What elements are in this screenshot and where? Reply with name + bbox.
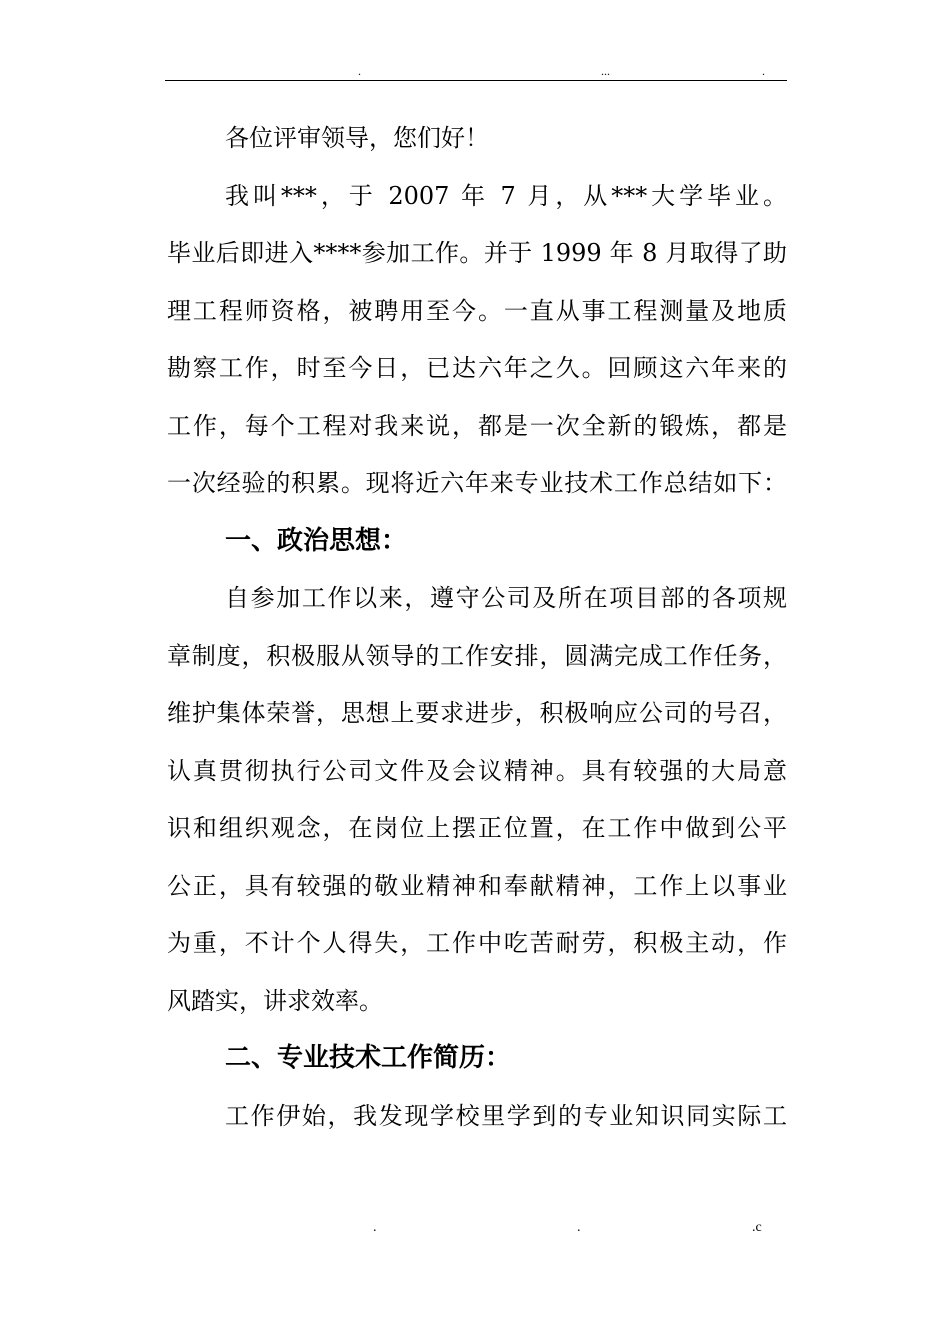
section1-line: 维护集体荣誉，思想上要求进步，积极响应公司的号召，: [167, 699, 787, 727]
greeting-line: 各位评审领导，您们好！: [225, 124, 489, 152]
footer-mark-right: .c: [752, 1220, 762, 1235]
section1-line: 章制度，积极服从领导的工作安排，圆满完成工作任务，: [167, 641, 787, 670]
header-mark-right: .: [762, 64, 765, 78]
section1-line: 认真贯彻执行公司文件及会议精神。具有较强的大局意: [167, 756, 787, 785]
header-mark-left: .: [358, 64, 361, 78]
intro-line: 勘察工作，时至今日，已达六年之久。回顾这六年来的: [167, 354, 787, 382]
header-rule: [165, 80, 787, 81]
footer-mark-left: .: [373, 1220, 377, 1235]
section2-line: 工作伊始，我发现学校里学到的专业知识同实际工: [225, 1101, 787, 1130]
intro-line: 毕业后即进入****参加工作。并于 1999 年 8 月取得了助: [167, 239, 787, 267]
section1-line: 自参加工作以来，遵守公司及所在项目部的各项规: [225, 584, 787, 612]
section1-line: 公正，具有较强的敬业精神和奉献精神，工作上以事业: [167, 871, 787, 900]
intro-line: 工作，每个工程对我来说，都是一次全新的锻炼，都是: [167, 411, 787, 440]
section-heading-political: 一、政治思想：: [225, 525, 408, 556]
footer-mark-center: .: [577, 1220, 581, 1235]
intro-line: 一次经验的积累。现将近六年来专业技术工作总结如下：: [167, 469, 787, 497]
intro-line: 我叫***，于 2007 年 7 月，从***大学毕业。: [225, 181, 787, 210]
section1-line: 识和组织观念，在岗位上摆正位置，在工作中做到公平: [167, 814, 787, 842]
document-body: [167, 110, 787, 1145]
section1-line: 为重，不计个人得失，工作中吃苦耐劳，积极主动，作: [167, 929, 787, 957]
section-heading-technical: 二、专业技术工作简历：: [225, 1043, 512, 1073]
section1-line: 风踏实，讲求效率。: [167, 986, 383, 1015]
intro-line: 理工程师资格，被聘用至今。一直从事工程测量及地质: [167, 296, 787, 325]
header-mark-center: ...: [601, 64, 610, 78]
